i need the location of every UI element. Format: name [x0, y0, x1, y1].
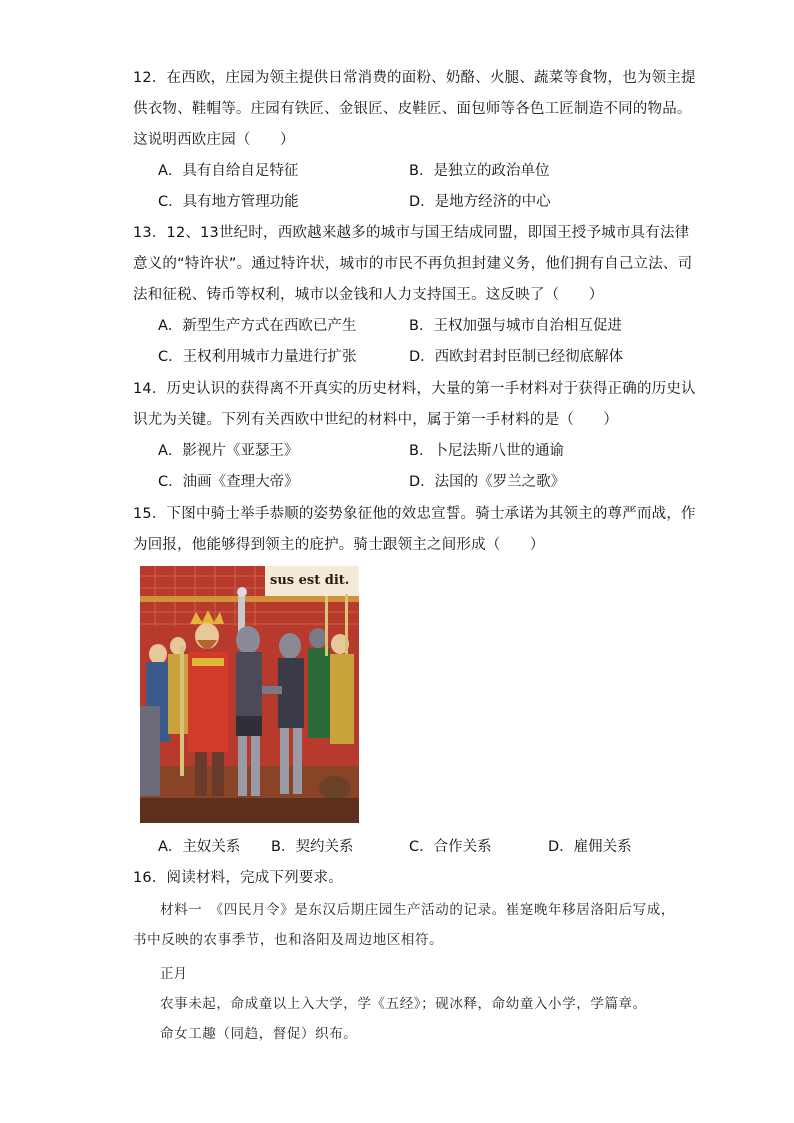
q12-stem-line-1: 12．在西欧，庄园为领主提供日常消费的面粉、奶酪、火腿、蔬菜等食物，也为领主提: [133, 70, 696, 86]
q15-option-a[interactable]: A．主奴关系: [158, 839, 241, 855]
q12-stem-line-2: 供衣物、鞋帽等。庄园有铁匠、金银匠、皮鞋匠、面包师等各色工匠制造不同的物品。: [133, 101, 692, 117]
q14-option-d[interactable]: D．法国的《罗兰之歌》: [409, 474, 566, 490]
q13-stem-line-3: 法和征税、铸币等权利，城市以金钱和人力支持国王。这反映了（ ）: [133, 287, 604, 303]
q13-option-c[interactable]: C．王权利用城市力量进行扩张: [158, 349, 357, 365]
q16-material-line-1: 材料一 《四民月令》是东汉后期庄园生产活动的记录。崔寔晚年移居洛阳后写成，: [160, 902, 675, 918]
q12-option-d[interactable]: D．是地方经济的中心: [409, 194, 551, 210]
q15-option-c[interactable]: C．合作关系: [409, 839, 492, 855]
q15-option-b[interactable]: B．契约关系: [271, 839, 354, 855]
q12-stem-line-3: 这说明西欧庄园（ ）: [133, 132, 295, 148]
homage-painting: [140, 566, 359, 823]
q16-material-line-2: 书中反映的农事季节，也和洛阳及周边地区相符。: [133, 932, 444, 948]
q14-option-b[interactable]: B．卜尼法斯八世的通谕: [409, 443, 564, 459]
q14-stem-line-2: 识尤为关键。下列有关西欧中世纪的材料中，属于第一手材料的是（ ）: [133, 412, 619, 428]
q16-entry-2: 命女工趣（同趋，督促）织布。: [160, 1026, 358, 1042]
q16-stem: 16．阅读材料，完成下列要求。: [133, 870, 343, 886]
q12-option-b[interactable]: B．是独立的政治单位: [409, 163, 550, 179]
q15-stem-line-2: 为回报，他能够得到领主的庇护。骑士跟领主之间形成（ ）: [133, 537, 545, 553]
q13-stem-line-1: 13．12、13世纪时，西欧越来越多的城市与国王结成同盟，即国王授予城市具有法律: [133, 225, 690, 241]
q14-stem-line-1: 14．历史认识的获得离不开真实的历史材料，大量的第一手材料对于获得正确的历史认: [133, 381, 696, 397]
figure-caption: sus est dit.: [270, 573, 350, 588]
q12-option-c[interactable]: C．具有地方管理功能: [158, 194, 299, 210]
q16-month-heading: 正月: [160, 966, 187, 982]
q13-option-b[interactable]: B．王权加强与城市自治相互促进: [409, 318, 622, 334]
q14-option-c[interactable]: C．油画《查理大帝》: [158, 474, 299, 490]
q15-option-d[interactable]: D．雇佣关系: [548, 839, 632, 855]
q16-entry-1: 农事未起，命成童以上入大学，学《五经》；砚冰释，命幼童入小学，学篇章。: [160, 996, 647, 1012]
q13-option-d[interactable]: D．西欧封君封臣制已经彻底解体: [409, 349, 624, 365]
q13-option-a[interactable]: A．新型生产方式在西欧已产生: [158, 318, 357, 334]
q13-stem-line-2: 意义的“特许状”。通过特许状，城市的市民不再负担封建义务，他们拥有自己立法、司: [133, 256, 693, 272]
q14-option-a[interactable]: A．影视片《亚瑟王》: [158, 443, 299, 459]
q15-stem-line-1: 15．下图中骑士举手恭顺的姿势象征他的效忠宣誓。骑士承诺为其领主的尊严而战，作: [133, 506, 696, 522]
q12-option-a[interactable]: A．具有自给自足特征: [158, 163, 299, 179]
